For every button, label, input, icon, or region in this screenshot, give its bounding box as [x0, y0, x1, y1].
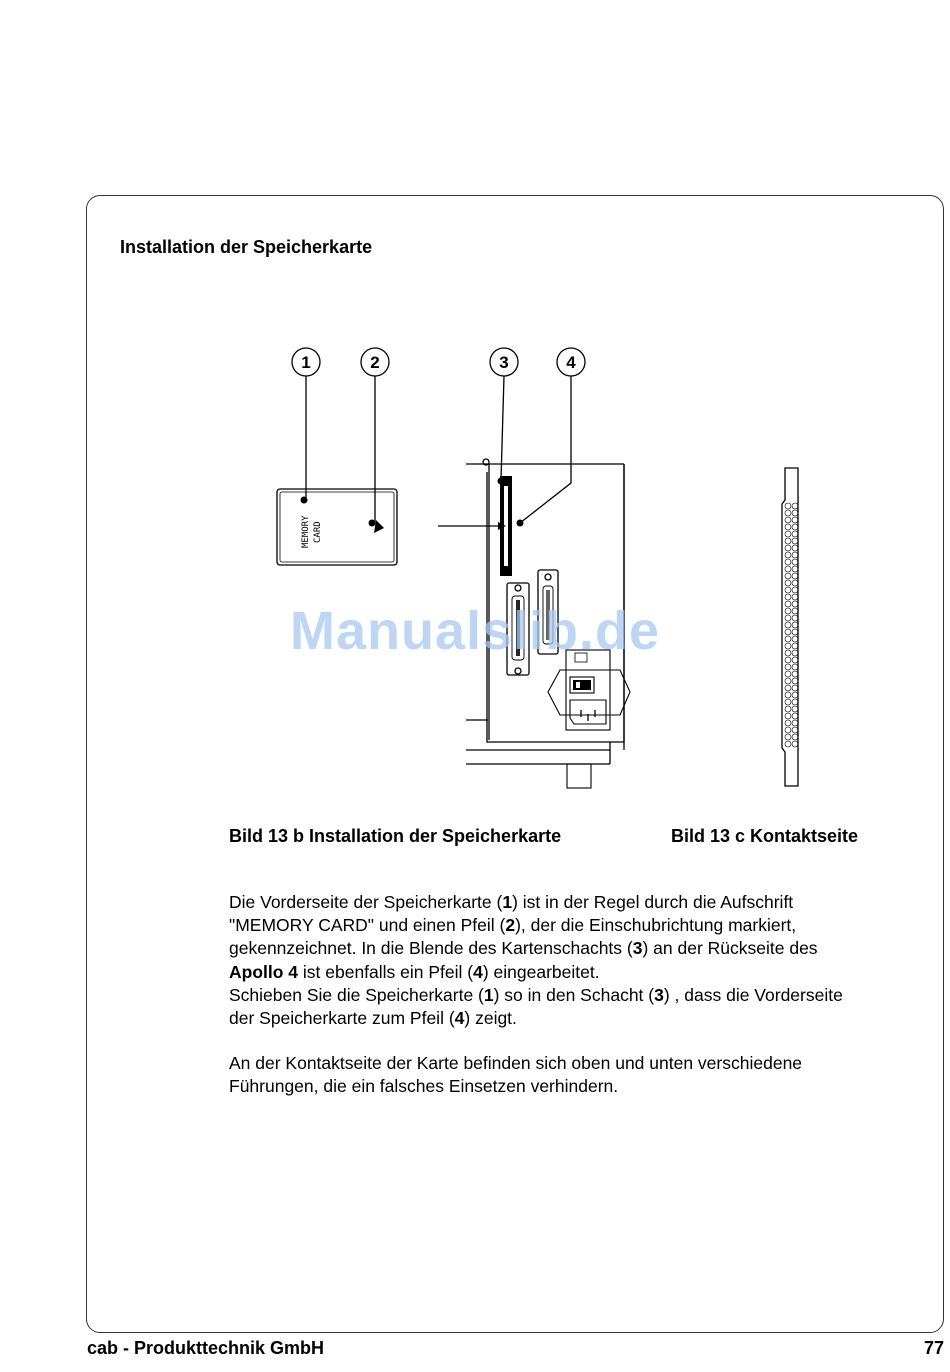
caption-13c: Bild 13 c Kontaktseite	[671, 826, 859, 846]
paragraph-contact-side: An der Kontaktseite der Karte befinden sich oben und unten verschiedene Führungen, die ein falsches Einsetzen verhindern.	[229, 1053, 803, 1097]
watermark: Manualslib.de	[290, 601, 661, 661]
footer-company: cab - Produkttechnik GmbH	[87, 1338, 325, 1358]
section-title: Installation der Speicherkarte	[120, 237, 373, 257]
callout-2: 2	[370, 353, 380, 372]
callout-4: 4	[566, 353, 576, 372]
paragraph-installation: Die Vorderseite der Speicherkarte (1) ist in der Regel durch die Aufschrift "MEMORY CARD" und einen Pfeil (2), der die Einschubrichtung markiert, gekennzeichnet. In die Blende des Kartenschachts (3) an der Rückseite des Apollo 4 ist ebenfalls ein Pfeil (4) eingearbeitet. Schieben Sie die Speicherkarte (1) so in den Schacht (3) , dass die Vorderseite der Speicherkarte zum Pfeil (4) zeigt.	[229, 892, 843, 1029]
caption-13b: Bild 13 b Installation der Speicherkarte	[229, 826, 562, 846]
installation-figure	[270, 340, 830, 800]
card-label-card: CARD	[313, 521, 323, 543]
card-label-memory: MEMORY	[301, 515, 311, 548]
callout-1: 1	[301, 353, 311, 372]
footer-page-number: 77	[923, 1338, 944, 1358]
contact-holes	[785, 503, 798, 747]
callout-3: 3	[499, 353, 509, 372]
